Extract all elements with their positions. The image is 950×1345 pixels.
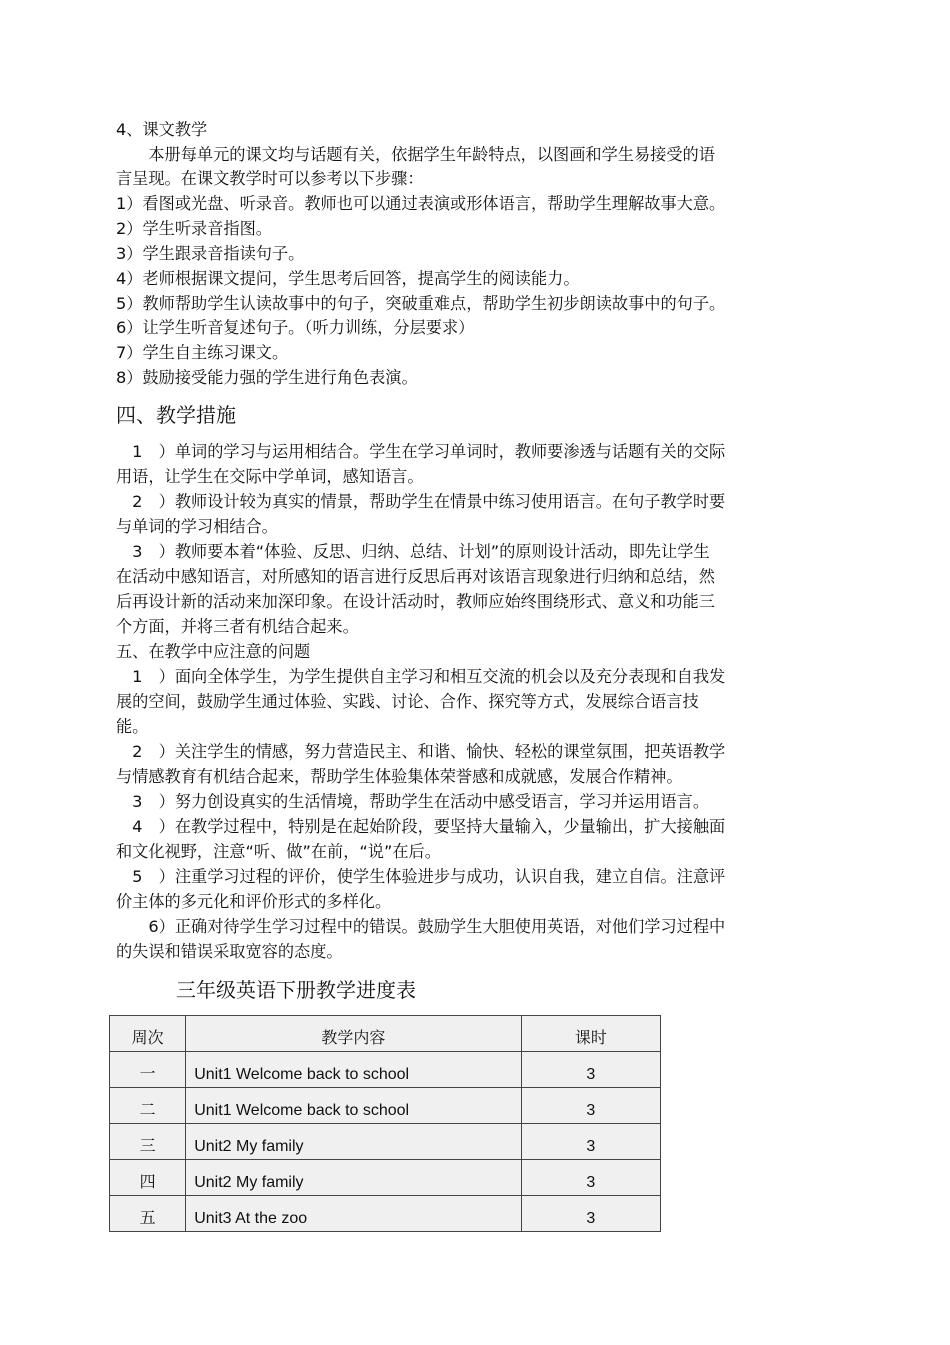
content-cell: Unit1 Welcome back to school [186,1052,521,1088]
paragraph-line: 言呈现。在课文教学时可以参考以下步骤： [116,169,424,188]
paragraph-line: 与情感教育有机结合起来，帮助学生体验集体荣誉感和成就感，发展合作精神。 [116,767,683,786]
paragraph-line: 后再设计新的活动来加深印象。在设计活动时，教师应始终围绕形式、意义和功能三 [116,592,715,611]
paragraph-line: 1 ）单词的学习与运用相结合。学生在学习单词时，教师要渗透与话题有关的交际 [116,442,726,461]
step-item: 4）老师根据课文提问，学生思考后回答，提高学生的阅读能力。 [116,269,580,288]
schedule-title: 三年级英语下册教学进度表 [176,978,416,1002]
content-cell: Unit2 My family [186,1160,521,1196]
schedule-table [109,1015,661,1232]
paragraph-line: 个方面，并将三者有机结合起来。 [116,617,359,636]
table-row [110,1196,661,1232]
paragraph-line: 1 ）面向全体学生，为学生提供自主学习和相互交流的机会以及充分表现和自我发 [116,667,726,686]
hours-cell: 3 [521,1088,660,1124]
step-item: 5）教师帮助学生认读故事中的句子，突破重难点，帮助学生初步朗读故事中的句子。 [116,294,726,313]
header-week: 周次 [110,1016,186,1052]
table-header-row [110,1016,661,1052]
paragraph-line: 的失误和错误采取宽容的态度。 [116,942,343,961]
paragraph-line: 价主体的多元化和评价形式的多样化。 [116,892,392,911]
week-cell: 五 [110,1196,186,1232]
hours-cell: 3 [521,1124,660,1160]
paragraph-line: 3 ）教师要本着“体验、反思、归纳、总结、计划”的原则设计活动，即先让学生 [116,542,710,561]
week-cell: 四 [110,1160,186,1196]
content-cell: Unit3 At the zoo [186,1196,521,1232]
week-cell: 三 [110,1124,186,1160]
paragraph-line: 和文化视野，注意“听、做”在前，“说”在后。 [116,842,441,861]
step-item: 1）看图或光盘、听录音。教师也可以通过表演或形体语言，帮助学生理解故事大意。 [116,194,726,213]
paragraph-line: 能。 [116,717,149,736]
paragraph-line: 用语，让学生在交际中学单词，感知语言。 [116,467,424,486]
paragraph-line: 展的空间，鼓励学生通过体验、实践、讨论、合作、探究等方式，发展综合语言技 [116,692,699,711]
step-item: 2）学生听录音指图。 [116,219,272,238]
header-content: 教学内容 [186,1016,521,1052]
table-row [110,1088,661,1124]
hours-cell: 3 [521,1196,660,1232]
week-cell: 二 [110,1088,186,1124]
paragraph-line: 在活动中感知语言，对所感知的语言进行反思后再对该语言现象进行归纳和总结，然 [116,567,715,586]
section-heading: 四、教学措施 [116,403,236,427]
paragraph-line: 2 ）教师设计较为真实的情景，帮助学生在情景中练习使用语言。在句子教学时要 [116,492,726,511]
week-cell: 一 [110,1052,186,1088]
paragraph-line: 与单词的学习相结合。 [116,517,278,536]
step-item: 7）学生自主练习课文。 [116,343,289,362]
content-cell: Unit2 My family [186,1124,521,1160]
paragraph-line: 2 ）关注学生的情感，努力营造民主、和谐、愉快、轻松的课堂氛围，把英语教学 [116,742,726,761]
header-hours: 课时 [521,1016,660,1052]
section-title: 4、课文教学 [116,120,208,139]
table-row [110,1160,661,1196]
section-heading: 五、在教学中应注意的问题 [116,642,311,661]
step-item: 6）让学生听音复述句子。（听力训练，分层要求） [116,318,475,337]
paragraph-line: 本册每单元的课文均与话题有关，依据学生年龄特点，以图画和学生易接受的语 [116,145,715,164]
table-row [110,1052,661,1088]
hours-cell: 3 [521,1052,660,1088]
paragraph-line: 4 ）在教学过程中，特别是在起始阶段，要坚持大量输入，少量输出，扩大接触面 [116,817,726,836]
content-cell: Unit1 Welcome back to school [186,1088,521,1124]
hours-cell: 3 [521,1160,660,1196]
paragraph-line: 3 ）努力创设真实的生活情境，帮助学生在活动中感受语言，学习并运用语言。 [116,792,710,811]
table-row [110,1124,661,1160]
paragraph-line: 6）正确对待学生学习过程中的错误。鼓励学生大胆使用英语，对他们学习过程中 [116,917,726,936]
paragraph-line: 5 ）注重学习过程的评价，使学生体验进步与成功，认识自我，建立自信。注意评 [116,867,726,886]
step-item: 8）鼓励接受能力强的学生进行角色表演。 [116,368,418,387]
step-item: 3）学生跟录音指读句子。 [116,244,305,263]
